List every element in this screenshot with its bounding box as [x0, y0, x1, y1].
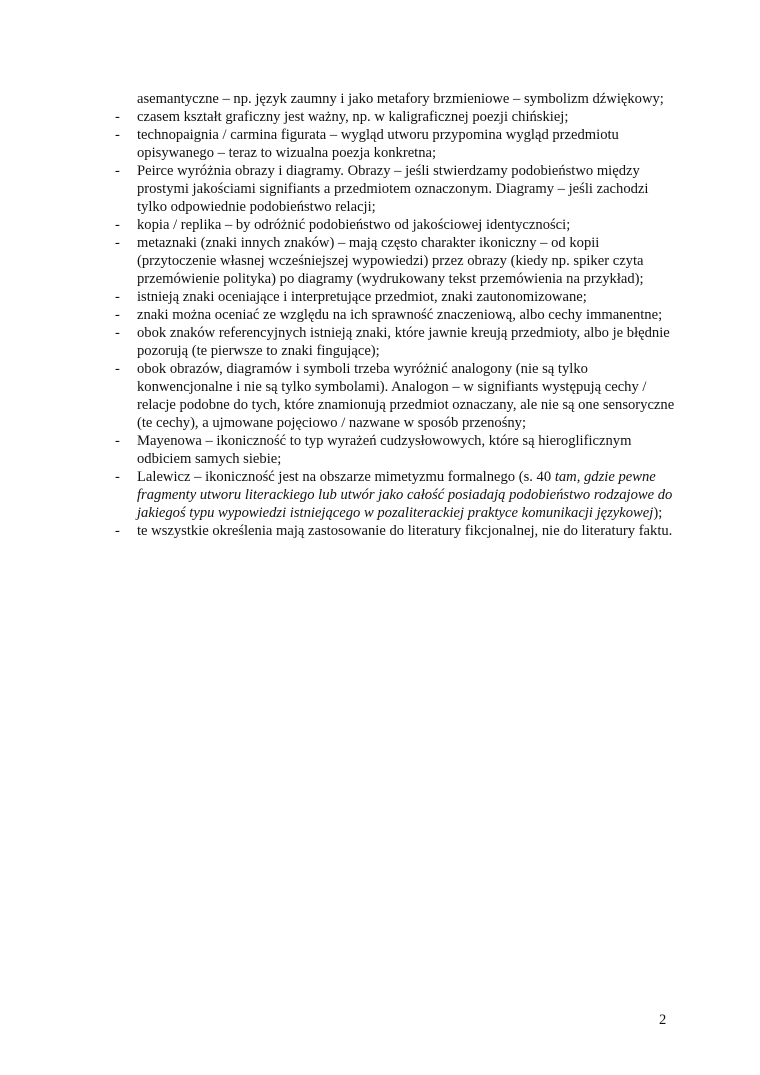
- bullet-dash: -: [115, 325, 120, 341]
- bullet-dash: -: [115, 523, 120, 539]
- bullet-dash: -: [115, 127, 120, 143]
- list-item: [115, 522, 675, 540]
- bullet-dash: -: [115, 217, 120, 233]
- list-item-text: obok obrazów, diagramów i symboli trzeba wyróżnić analogony (nie są tylko konwencjonalne i nie są tylko symbolami). Analogon – w signifiants występują cechy / relacje podobne do tych, które znamionują przedmiot oznaczany, ale nie są one sensoryczne (te cechy), a ujmowane pojęciowo / nazwane w sposób przenośny;: [137, 361, 675, 431]
- list-item-text: Mayenowa – ikoniczność to typ wyrażeń cudzysłowowych, które są hieroglificznym odbiciem samych siebie;: [137, 433, 632, 467]
- list-item: [115, 360, 675, 432]
- bullet-dash: -: [115, 433, 120, 449]
- bullet-dash: -: [115, 109, 120, 125]
- list-item-text-after: );: [653, 505, 663, 521]
- list-item-text: metaznaki (znaki innych znaków) – mają często charakter ikoniczny – od kopii (przytoczenie własnej wcześniejszej wypowiedzi) przez obrazy (kiedy np. spiker czyta przemówienie polityka) po diagramy (wydrukowany tekst przemówienia na przykład);: [137, 235, 644, 287]
- page-number: 2: [659, 1012, 667, 1028]
- bullet-dash: -: [115, 307, 120, 323]
- list-item: [115, 216, 675, 234]
- document-body: [115, 90, 675, 540]
- list-item-text: te wszystkie określenia mają zastosowanie do literatury fikcjonalnej, nie do literatury faktu.: [137, 523, 673, 539]
- bullet-dash: -: [115, 361, 120, 377]
- list-item: [115, 432, 675, 468]
- list-item-text: Peirce wyróżnia obrazy i diagramy. Obrazy – jeśli stwierdzamy podobieństwo między prostymi jakościami signifiants a przedmiotem oznaczonym. Diagramy – jeśli zachodzi tylko odpowiednie podobieństwo relacji;: [137, 163, 649, 215]
- list-item-text: znaki można oceniać ze względu na ich sprawność znaczeniową, albo cechy immanentne;: [137, 307, 663, 323]
- bullet-dash: -: [115, 469, 120, 485]
- list-item-text: technopaignia / carmina figurata – wygląd utworu przypomina wygląd przedmiotu opisywanego – teraz to wizualna poezja konkretna;: [137, 127, 619, 161]
- bullet-dash: -: [115, 289, 120, 305]
- list-item-text: kopia / replika – by odróżnić podobieństwo od jakościowej identyczności;: [137, 217, 571, 233]
- bullet-dash: -: [115, 235, 120, 251]
- list-item-text: [137, 469, 672, 521]
- continuation-paragraph: asemantyczne – np. język zaumny i jako metafory brzmieniowe – symbolizm dźwiękowy;: [137, 91, 664, 107]
- bullet-dash: -: [115, 163, 120, 179]
- list-item: [115, 306, 675, 324]
- list-item-text: istnieją znaki oceniające i interpretujące przedmiot, znaki zautonomizowane;: [137, 289, 587, 305]
- list-item-text: czasem kształt graficzny jest ważny, np. w kaligraficznej poezji chińskiej;: [137, 109, 569, 125]
- list-item-text: obok znaków referencyjnych istnieją znaki, które jawnie kreują przedmioty, albo je błędnie pozorują (te pierwsze to znaki fingujące);: [137, 325, 670, 359]
- list-item: [115, 324, 675, 360]
- list-item: [115, 126, 675, 162]
- list-item: [115, 108, 675, 126]
- italic-quotation: tam, gdzie pewne fragmenty utworu literackiego lub utwór jako całość posiadają podobieństwo rodzajowe do jakiegoś typu wypowiedzi istniejącego w pozaliterackiej praktyce komunikacji językowej: [137, 469, 673, 521]
- list-item: [115, 162, 675, 216]
- list-item: [115, 468, 675, 522]
- list-item: [115, 288, 675, 306]
- list-item-text-before: Lalewicz – ikoniczność jest na obszarze mimetyzmu formalnego (s. 40: [137, 469, 555, 485]
- list-item: [115, 234, 675, 288]
